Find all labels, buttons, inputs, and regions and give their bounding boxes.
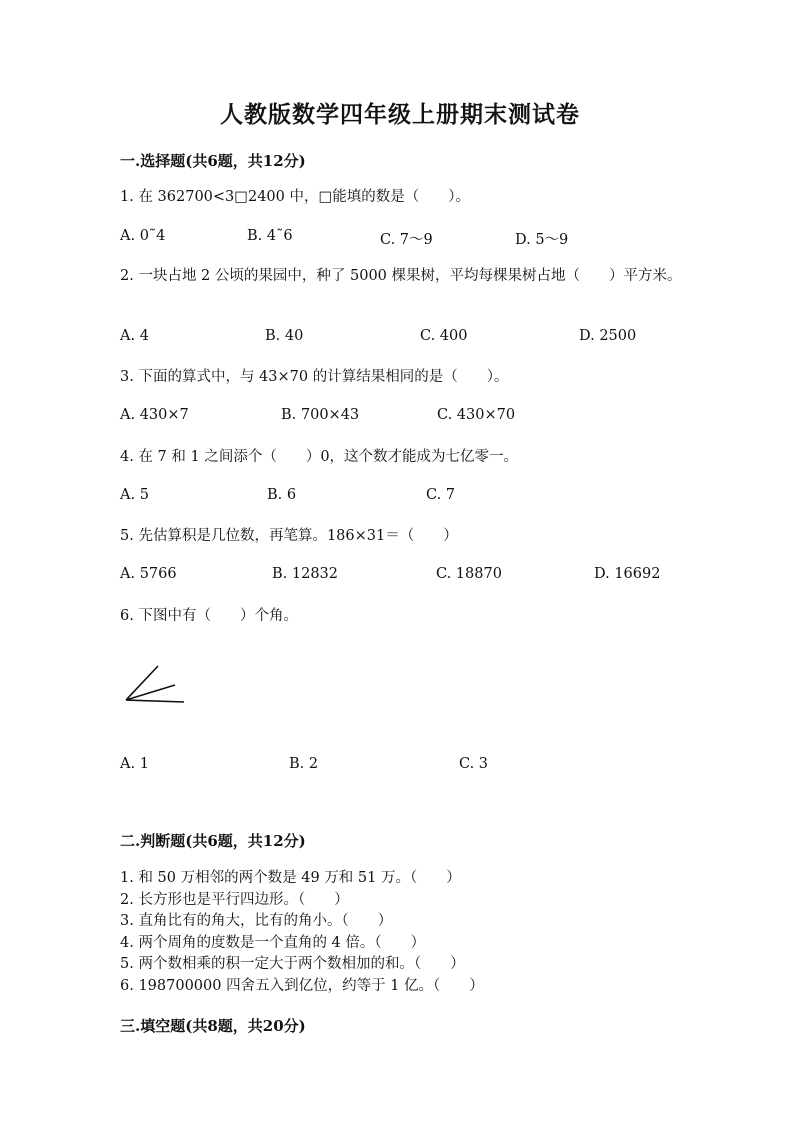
option-1a: A. 0˜4 bbox=[120, 228, 166, 244]
section-heading-choice: 一.选择题(共6题，共12分) bbox=[120, 152, 306, 170]
option-3c: C. 430×70 bbox=[437, 407, 516, 423]
question-4: 4. 在 7 和 1 之间添个（ ）0，这个数才能成为七亿零一。 bbox=[120, 449, 519, 465]
option-2c: C. 400 bbox=[420, 328, 468, 344]
option-1b: B. 4˜6 bbox=[247, 228, 293, 244]
option-3b: B. 700×43 bbox=[281, 407, 360, 423]
option-4a: A. 5 bbox=[120, 487, 149, 503]
option-1d: D. 5～9 bbox=[515, 232, 569, 248]
question-3: 3. 下面的算式中，与 43×70 的计算结果相同的是（ ）。 bbox=[120, 369, 509, 385]
option-5c: C. 18870 bbox=[436, 566, 502, 582]
judge-item-4: 4. 两个周角的度数是一个直角的 4 倍。（ ） bbox=[120, 934, 426, 951]
option-2d: D. 2500 bbox=[579, 328, 637, 344]
section-heading-fill: 三.填空题(共8题，共20分) bbox=[120, 1017, 306, 1035]
judge-item-2: 2. 长方形也是平行四边形。（ ） bbox=[120, 891, 349, 908]
section-heading-judge: 二.判断题(共6题，共12分) bbox=[120, 832, 306, 850]
option-1c: C. 7～9 bbox=[380, 232, 433, 248]
option-6a: A. 1 bbox=[120, 756, 149, 772]
page-title: 人教版数学四年级上册期末测试卷 bbox=[220, 101, 580, 128]
question-1: 1. 在 362700<3□2400 中，□能填的数是（ ）。 bbox=[120, 189, 470, 205]
judge-item-3: 3. 直角比有的角大，比有的角小。（ ） bbox=[120, 913, 393, 929]
judge-list bbox=[120, 868, 484, 997]
judge-item-5: 5. 两个数相乘的积一定大于两个数相加的和。（ ） bbox=[120, 956, 465, 972]
option-6b: B. 2 bbox=[289, 756, 319, 772]
option-5d: D. 16692 bbox=[594, 566, 661, 582]
option-4b: B. 6 bbox=[267, 487, 297, 503]
option-2a: A. 4 bbox=[120, 328, 149, 344]
question-5: 5. 先估算积是几位数，再笔算。186×31＝（ ） bbox=[120, 528, 458, 544]
judge-item-1: 1. 和 50 万相邻的两个数是 49 万和 51 万。（ ） bbox=[120, 870, 461, 886]
option-6c: C. 3 bbox=[459, 756, 489, 772]
judge-item-6: 6. 198700000 四舍五入到亿位，约等于 1 亿。（ ） bbox=[120, 977, 484, 994]
option-2b: B. 40 bbox=[265, 328, 304, 344]
option-4c: C. 7 bbox=[426, 487, 456, 503]
angle-figure bbox=[120, 660, 190, 710]
option-5a: A. 5766 bbox=[120, 566, 177, 582]
option-3a: A. 430×7 bbox=[120, 407, 189, 423]
question-2: 2. 一块占地 2 公顷的果园中，种了 5000 棵果树，平均每棵果树占地（ ）平方米。 bbox=[120, 268, 682, 284]
question-6: 6. 下图中有（ ）个角。 bbox=[120, 608, 298, 624]
option-5b: B. 12832 bbox=[272, 566, 339, 582]
